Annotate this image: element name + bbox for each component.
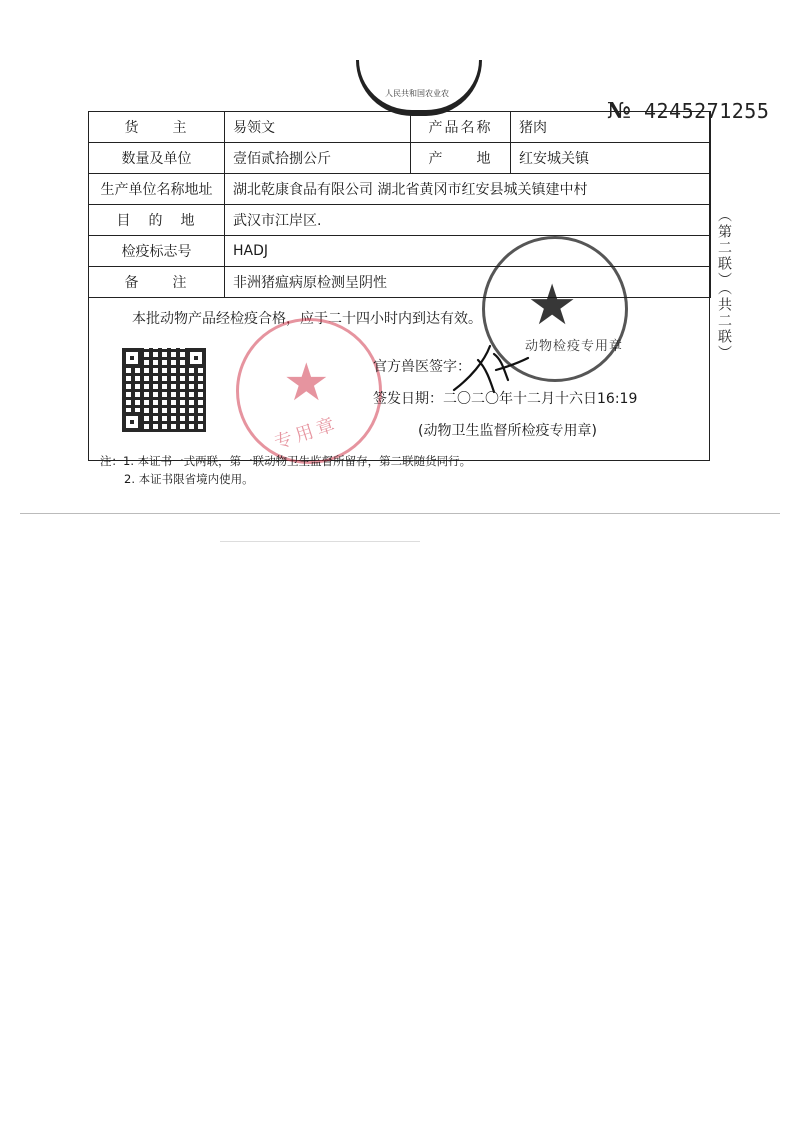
red-seal-stamp	[236, 318, 382, 464]
footnote-2: 2. 本证书限省境内使用。	[124, 472, 254, 486]
quarantine-mark-label: 检疫标志号	[89, 236, 225, 267]
issue-date-label: 签发日期：	[373, 391, 443, 407]
quantity-label: 数量及单位	[89, 143, 225, 174]
origin-label: 产 地	[411, 143, 511, 174]
vet-signature-label: 官方兽医签字：	[373, 359, 471, 375]
seal-note: (动物卫生监督所检疫专用章)	[418, 423, 597, 439]
serial-value: 4245271255	[643, 99, 770, 123]
qr-code-icon	[122, 348, 206, 432]
footnote-1: 注：1. 本证书一式两联，第一联动物卫生监督所留存，第二联随货同行。	[100, 454, 472, 468]
table-row	[89, 236, 711, 267]
issue-date	[373, 388, 637, 408]
producer-value: 湖北乾康食品有限公司 湖北省黄冈市红安县城关镇建中村	[225, 174, 711, 205]
validity-statement: 本批动物产品经检疫合格，应于二十四小时内到达有效。	[132, 311, 482, 327]
origin-value: 红安城关镇	[511, 143, 711, 174]
red-seal-text: 专用章	[271, 413, 342, 454]
owner-value: 易领文	[225, 112, 411, 143]
producer-label: 生产单位名称地址	[89, 174, 225, 205]
handwritten-signature	[450, 340, 530, 394]
top-seal-text: 人民共和国农业农	[385, 89, 449, 98]
quarantine-mark-value: HADJ	[225, 236, 711, 267]
star-icon: ★	[283, 353, 330, 413]
destination-label: 目 的 地	[89, 205, 225, 236]
owner-label: 货 主	[89, 112, 225, 143]
quantity-value: 壹佰贰拾捌公斤	[225, 143, 411, 174]
product-name-value: 猪肉	[511, 112, 711, 143]
remarks-value: 非洲猪瘟病原检测呈阴性	[225, 267, 711, 298]
serial-prefix: №	[607, 98, 632, 124]
black-seal-text: 动物检疫专用章	[525, 339, 624, 354]
table-row	[89, 112, 711, 143]
table-row	[89, 143, 711, 174]
scan-line	[220, 541, 420, 542]
info-table	[88, 111, 711, 298]
issue-date-value: 二〇二〇年十二月十六日16:19	[443, 391, 638, 407]
star-icon: ★	[527, 273, 578, 338]
table-row	[89, 174, 711, 205]
product-name-label: 产品名称	[411, 112, 511, 143]
copy-indicator: （第二联）（共二联）	[716, 208, 732, 361]
table-row	[89, 205, 711, 236]
remarks-label: 备 注	[89, 267, 225, 298]
footnotes	[100, 452, 471, 488]
destination-value: 武汉市江岸区.	[225, 205, 711, 236]
scan-line	[20, 513, 780, 514]
